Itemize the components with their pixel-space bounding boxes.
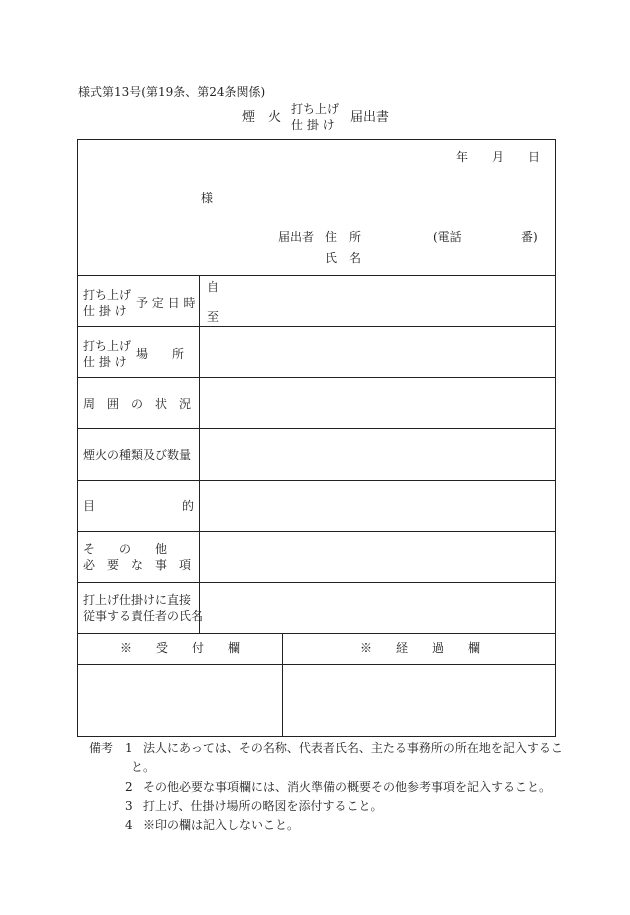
date-day: 日 (528, 150, 541, 164)
note-text: 打上げ、仕掛け場所の略図を添付すること。 (143, 799, 383, 813)
schedule-label-top: 打ち上げ (83, 288, 132, 302)
reception-header: ※ 受 付 欄 (120, 641, 241, 655)
title-fireworks: 煙 火 (242, 110, 282, 125)
place-label-suffix: 場 所 (136, 347, 185, 361)
date-month: 月 (492, 150, 505, 164)
note-number: 4 (125, 818, 133, 832)
title-stack-top: 打ち上げ (291, 102, 340, 116)
other-label-top: そ の 他 (83, 542, 168, 556)
note-number: 1 (125, 741, 133, 755)
place-label-bottom: 仕 掛 け (83, 355, 127, 369)
purpose-label-right: 的 (182, 499, 195, 513)
note-number: 2 (125, 780, 133, 794)
purpose-label-left: 目 (83, 499, 96, 513)
form-number: 様式第13号(第19条、第24条関係) (78, 85, 266, 99)
name-label: 氏 名 (325, 251, 362, 265)
note-text: 法人にあっては、その名称、代表者氏名、主たる事務所の所在地を記入するこ (143, 741, 563, 755)
note-text: その他必要な事項欄には、消火準備の概要その他参考事項を記入すること。 (143, 780, 552, 794)
note-number: 3 (125, 799, 133, 813)
schedule-label-bottom: 仕 掛 け (83, 304, 127, 318)
responsible-label-bottom: 従事する責任者の氏名 (83, 609, 204, 623)
addressee-suffix: 様 (201, 191, 214, 205)
place-label-top: 打ち上げ (83, 339, 132, 353)
title-stack-bottom: 仕 掛 け (291, 118, 335, 132)
title-notification: 届出書 (350, 110, 390, 125)
date-year: 年 (456, 150, 469, 164)
note-text: と。 (131, 760, 156, 774)
applicant-label: 届出者 (278, 230, 315, 244)
fireworks-label: 煙火の種類及び数量 (83, 448, 192, 462)
schedule-to: 至 (207, 310, 220, 324)
notes-label: 備考 (89, 741, 114, 755)
schedule-label-suffix: 予 定 日 時 (136, 296, 196, 310)
phone-suffix: 番) (521, 230, 538, 244)
other-label-bottom: 必 要 な 事 項 (83, 558, 192, 572)
progress-header: ※ 経 過 欄 (360, 641, 481, 655)
schedule-from: 自 (207, 280, 220, 294)
note-text: ※印の欄は記入しないこと。 (143, 818, 300, 832)
address-label: 住 所 (325, 230, 362, 244)
phone-label: (電話 (433, 230, 462, 244)
responsible-label-top: 打上げ仕掛けに直接 (83, 593, 192, 607)
surroundings-label: 周 囲 の 状 況 (83, 397, 192, 411)
